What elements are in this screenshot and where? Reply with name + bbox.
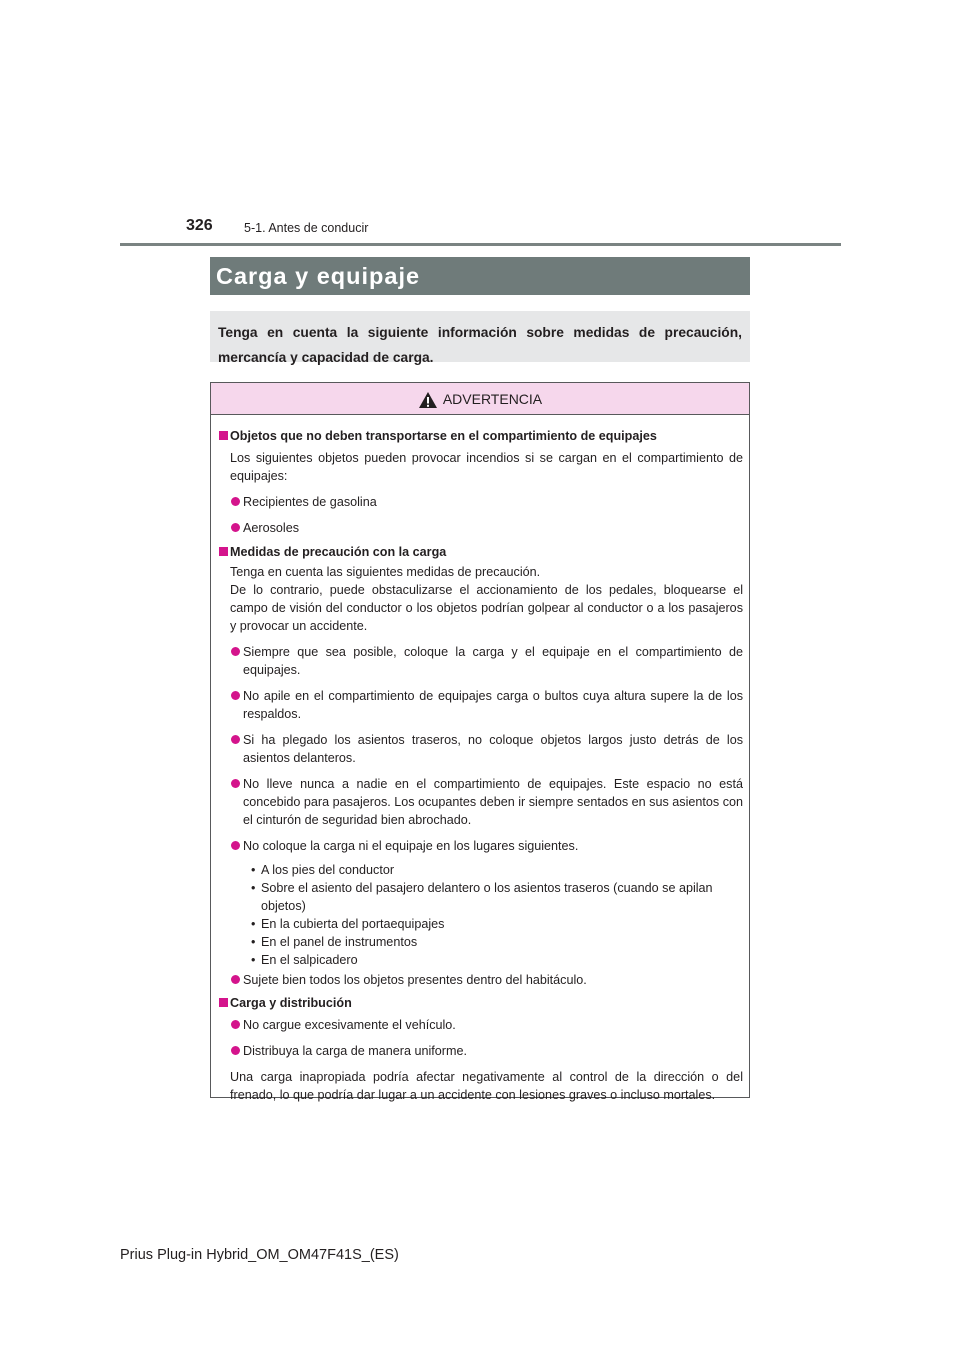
list-item: No lleve nunca a nadie en el compartimiento de equipajes. Este espacio no está concebido para pasajeros. Los ocupantes deben ir siempre sentados en sus asientos con el cinturón de seguridad bien abrochado. <box>219 775 743 829</box>
list-item: Recipientes de gasolina <box>219 493 743 511</box>
section-heading: Medidas de precaución con la carga <box>219 543 743 561</box>
section-heading: Carga y distribución <box>219 994 743 1012</box>
sub-list-item: • A los pies del conductor <box>251 863 395 877</box>
warning-triangle-icon <box>418 391 438 409</box>
section-label: 5-1. Antes de conducir <box>244 221 369 235</box>
sub-list-item: • En el panel de instrumentos <box>251 935 418 949</box>
list-item: Distribuya la carga de manera uniforme. <box>219 1042 743 1060</box>
round-bullet-icon <box>231 523 240 532</box>
list-item: Siempre que sea posible, coloque la carga y el equipaje en el compartimiento de equipajes. <box>219 643 743 679</box>
list-item: No cargue excesivamente el vehículo. <box>219 1016 743 1034</box>
square-bullet-icon <box>219 431 228 440</box>
warning-label: ADVERTENCIA <box>442 390 543 407</box>
warning-body <box>211 415 749 1104</box>
round-bullet-icon <box>231 647 240 656</box>
list-item: Sujete bien todos los objetos presentes dentro del habitáculo. <box>219 971 743 989</box>
warning-box <box>210 382 750 1102</box>
page-number: 326 <box>186 217 213 234</box>
round-bullet-icon <box>231 1020 240 1029</box>
square-bullet-icon <box>219 998 228 1007</box>
sub-list-item: • En la cubierta del portaequipajes <box>251 917 445 931</box>
round-bullet-icon <box>231 735 240 744</box>
page-title-bar <box>210 257 750 295</box>
round-bullet-icon <box>231 975 240 984</box>
round-bullet-icon <box>231 691 240 700</box>
list-item: Aerosoles <box>219 519 743 537</box>
round-bullet-icon <box>231 1046 240 1055</box>
square-bullet-icon <box>219 547 228 556</box>
sub-list-item: • En el salpicadero <box>251 953 358 967</box>
page-title: Carga y equipaje <box>216 262 421 289</box>
sub-list-item: • Sobre el asiento del pasajero delantero o los asientos traseros (cuando se apilan objetos) <box>251 881 713 913</box>
list-item: No coloque la carga ni el equipaje en los lugares siguientes. <box>219 837 743 855</box>
footer-document-id: Prius Plug-in Hybrid_OM_OM47F41S_(ES) <box>120 1247 399 1263</box>
section-heading: Objetos que no deben transportarse en el compartimiento de equipajes <box>219 427 743 445</box>
list-item: No apile en el compartimiento de equipajes carga o bultos cuya altura supere la de los respaldos. <box>219 687 743 723</box>
paragraph: Tenga en cuenta las siguientes medidas de precaución. De lo contrario, puede obstaculizarse el accionamiento de los pedales, bloquearse el campo de visión del conductor o los objetos podrían golpear al conductor o a los pasajeros y provocar un accidente. <box>230 565 743 633</box>
round-bullet-icon <box>231 779 240 788</box>
paragraph: Una carga inapropiada podría afectar negativamente al control de la dirección o del frenado, lo que podría dar lugar a un accidente con lesiones graves o incluso mortales. <box>230 1070 743 1102</box>
paragraph: Los siguientes objetos pueden provocar incendios si se cargan en el compartimiento de equipajes: <box>230 451 743 483</box>
round-bullet-icon <box>231 497 240 506</box>
sub-list <box>219 861 743 969</box>
warning-header <box>211 383 749 415</box>
list-item: Si ha plegado los asientos traseros, no coloque objetos largos justo detrás de los asientos delanteros. <box>219 731 743 767</box>
round-bullet-icon <box>231 841 240 850</box>
intro-box: Tenga en cuenta la siguiente información sobre medidas de precaución, mercancía y capacidad de carga. <box>210 311 750 362</box>
header-rule <box>120 243 841 246</box>
